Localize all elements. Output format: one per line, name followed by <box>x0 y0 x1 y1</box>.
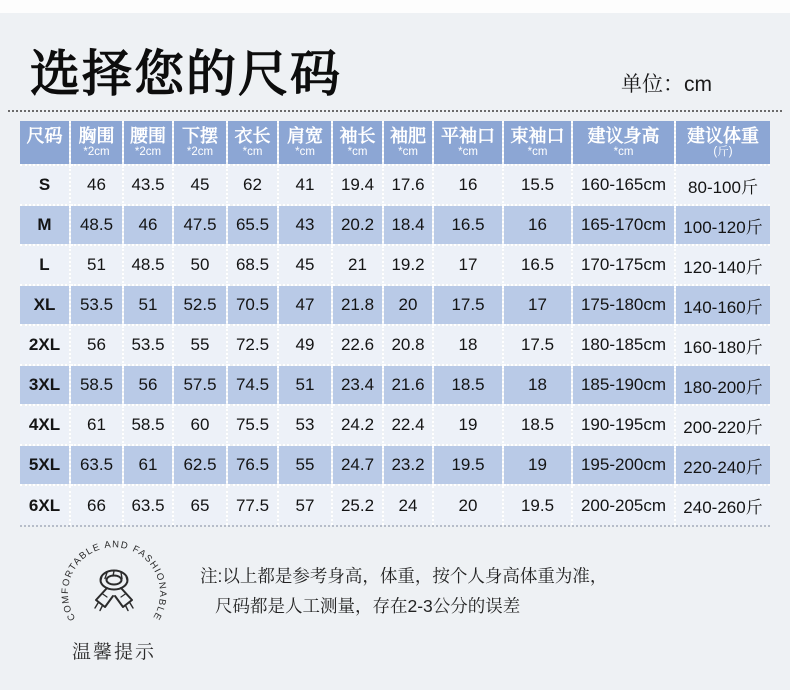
value-cell: 20.8 <box>383 325 433 365</box>
size-cell: 3XL <box>20 365 70 405</box>
value-cell: 48.5 <box>123 245 173 285</box>
value-cell: 21.8 <box>332 285 383 325</box>
size-cell: M <box>20 205 70 245</box>
value-cell: 70.5 <box>227 285 278 325</box>
value-cell: 175-180cm <box>572 285 675 325</box>
value-cell: 63.5 <box>123 485 173 525</box>
table-row-L <box>20 245 770 285</box>
title-divider <box>8 110 782 112</box>
value-cell: 57 <box>278 485 332 525</box>
value-cell: 19.4 <box>332 165 383 205</box>
column-header-6: 肩宽 *cm <box>278 121 332 165</box>
value-cell: 140-160斤 <box>675 285 770 325</box>
value-cell: 62 <box>227 165 278 205</box>
value-cell: 68.5 <box>227 245 278 285</box>
value-cell: 43 <box>278 205 332 245</box>
value-cell: 66 <box>70 485 123 525</box>
badge-arc-text: COMFORTABLE AND FASHIONABLE <box>59 539 169 623</box>
value-cell: 57.5 <box>173 365 227 405</box>
footer <box>44 533 790 664</box>
value-cell: 180-185cm <box>572 325 675 365</box>
value-cell: 48.5 <box>70 205 123 245</box>
table-row-M <box>20 205 770 245</box>
value-cell: 18.5 <box>503 405 572 445</box>
value-cell: 190-195cm <box>572 405 675 445</box>
value-cell: 20.2 <box>332 205 383 245</box>
value-cell: 18 <box>433 325 503 365</box>
size-cell: XL <box>20 285 70 325</box>
column-header-9: 平袖口 *cm <box>433 121 503 165</box>
value-cell: 51 <box>70 245 123 285</box>
value-cell: 23.4 <box>332 365 383 405</box>
value-cell: 240-260斤 <box>675 485 770 525</box>
value-cell: 170-175cm <box>572 245 675 285</box>
value-cell: 51 <box>278 365 332 405</box>
value-cell: 43.5 <box>123 165 173 205</box>
column-header-4: 下摆 *2cm <box>173 121 227 165</box>
table-row-6XL <box>20 485 770 525</box>
value-cell: 62.5 <box>173 445 227 485</box>
value-cell: 16.5 <box>503 245 572 285</box>
value-cell: 200-205cm <box>572 485 675 525</box>
value-cell: 51 <box>123 285 173 325</box>
column-header-3: 腰围 *2cm <box>123 121 173 165</box>
value-cell: 23.2 <box>383 445 433 485</box>
value-cell: 19 <box>503 445 572 485</box>
value-cell: 56 <box>123 365 173 405</box>
column-header-2: 胸围 *2cm <box>70 121 123 165</box>
value-cell: 20 <box>383 285 433 325</box>
badge-label: 温馨提示 <box>71 642 156 663</box>
value-cell: 65 <box>173 485 227 525</box>
value-cell: 74.5 <box>227 365 278 405</box>
value-cell: 16 <box>503 205 572 245</box>
value-cell: 17.5 <box>433 285 503 325</box>
value-cell: 53.5 <box>70 285 123 325</box>
value-cell: 45 <box>173 165 227 205</box>
value-cell: 165-170cm <box>572 205 675 245</box>
column-header-12: 建议体重 (斤) <box>675 121 770 165</box>
value-cell: 80-100斤 <box>675 165 770 205</box>
value-cell: 220-240斤 <box>675 445 770 485</box>
value-cell: 160-180斤 <box>675 325 770 365</box>
size-cell: S <box>20 165 70 205</box>
table-header-row <box>20 121 770 165</box>
value-cell: 47 <box>278 285 332 325</box>
value-cell: 19.5 <box>433 445 503 485</box>
size-cell: 2XL <box>20 325 70 365</box>
title-row <box>0 13 790 110</box>
table-row-S <box>20 165 770 205</box>
value-cell: 160-165cm <box>572 165 675 205</box>
column-header-1: 尺码 <box>20 121 70 165</box>
value-cell: 24.2 <box>332 405 383 445</box>
value-cell: 21 <box>332 245 383 285</box>
value-cell: 16 <box>433 165 503 205</box>
value-cell: 22.6 <box>332 325 383 365</box>
value-cell: 18 <box>503 365 572 405</box>
value-cell: 20 <box>433 485 503 525</box>
value-cell: 60 <box>173 405 227 445</box>
value-cell: 120-140斤 <box>675 245 770 285</box>
size-notes <box>200 533 607 664</box>
value-cell: 61 <box>70 405 123 445</box>
value-cell: 24 <box>383 485 433 525</box>
column-header-8: 袖肥 *cm <box>383 121 433 165</box>
badge-graphic <box>48 533 180 635</box>
value-cell: 100-120斤 <box>675 205 770 245</box>
value-cell: 41 <box>278 165 332 205</box>
scarf-icon <box>95 571 133 611</box>
value-cell: 185-190cm <box>572 365 675 405</box>
value-cell: 24.7 <box>332 445 383 485</box>
column-header-7: 袖长 *cm <box>332 121 383 165</box>
value-cell: 195-200cm <box>572 445 675 485</box>
value-cell: 65.5 <box>227 205 278 245</box>
value-cell: 17 <box>503 285 572 325</box>
value-cell: 61 <box>123 445 173 485</box>
size-chart-table <box>20 121 770 525</box>
value-cell: 46 <box>70 165 123 205</box>
column-header-11: 建议身高 *cm <box>572 121 675 165</box>
badge <box>44 533 184 664</box>
size-cell: 5XL <box>20 445 70 485</box>
value-cell: 55 <box>173 325 227 365</box>
table-row-3XL <box>20 365 770 405</box>
column-header-10: 束袖口 *cm <box>503 121 572 165</box>
value-cell: 76.5 <box>227 445 278 485</box>
value-cell: 18.5 <box>433 365 503 405</box>
table-row-5XL <box>20 445 770 485</box>
value-cell: 53 <box>278 405 332 445</box>
value-cell: 15.5 <box>503 165 572 205</box>
note-line-2: 尺码都是人工测量，存在2-3公分的误差 <box>215 596 521 616</box>
size-cell: L <box>20 245 70 285</box>
value-cell: 19.5 <box>503 485 572 525</box>
value-cell: 58.5 <box>123 405 173 445</box>
table-row-4XL <box>20 405 770 445</box>
value-cell: 75.5 <box>227 405 278 445</box>
value-cell: 21.6 <box>383 365 433 405</box>
column-header-5: 衣长 *cm <box>227 121 278 165</box>
size-cell: 6XL <box>20 485 70 525</box>
table-bottom-divider <box>20 525 770 527</box>
value-cell: 49 <box>278 325 332 365</box>
value-cell: 19.2 <box>383 245 433 285</box>
value-cell: 56 <box>70 325 123 365</box>
value-cell: 16.5 <box>433 205 503 245</box>
value-cell: 50 <box>173 245 227 285</box>
table-row-XL <box>20 285 770 325</box>
value-cell: 63.5 <box>70 445 123 485</box>
value-cell: 58.5 <box>70 365 123 405</box>
value-cell: 77.5 <box>227 485 278 525</box>
value-cell: 45 <box>278 245 332 285</box>
value-cell: 47.5 <box>173 205 227 245</box>
unit-label: 单位：cm <box>621 73 712 96</box>
value-cell: 52.5 <box>173 285 227 325</box>
value-cell: 17.5 <box>503 325 572 365</box>
value-cell: 17 <box>433 245 503 285</box>
value-cell: 72.5 <box>227 325 278 365</box>
value-cell: 180-200斤 <box>675 365 770 405</box>
note-line-1: 注:以上都是参考身高，体重，按个人身高体重为准， <box>200 566 608 586</box>
page-title: 选择您的尺码 <box>30 46 342 102</box>
value-cell: 55 <box>278 445 332 485</box>
value-cell: 22.4 <box>383 405 433 445</box>
value-cell: 25.2 <box>332 485 383 525</box>
top-strip <box>0 0 790 13</box>
table-row-2XL <box>20 325 770 365</box>
value-cell: 53.5 <box>123 325 173 365</box>
value-cell: 19 <box>433 405 503 445</box>
value-cell: 200-220斤 <box>675 405 770 445</box>
size-cell: 4XL <box>20 405 70 445</box>
value-cell: 17.6 <box>383 165 433 205</box>
value-cell: 18.4 <box>383 205 433 245</box>
value-cell: 46 <box>123 205 173 245</box>
